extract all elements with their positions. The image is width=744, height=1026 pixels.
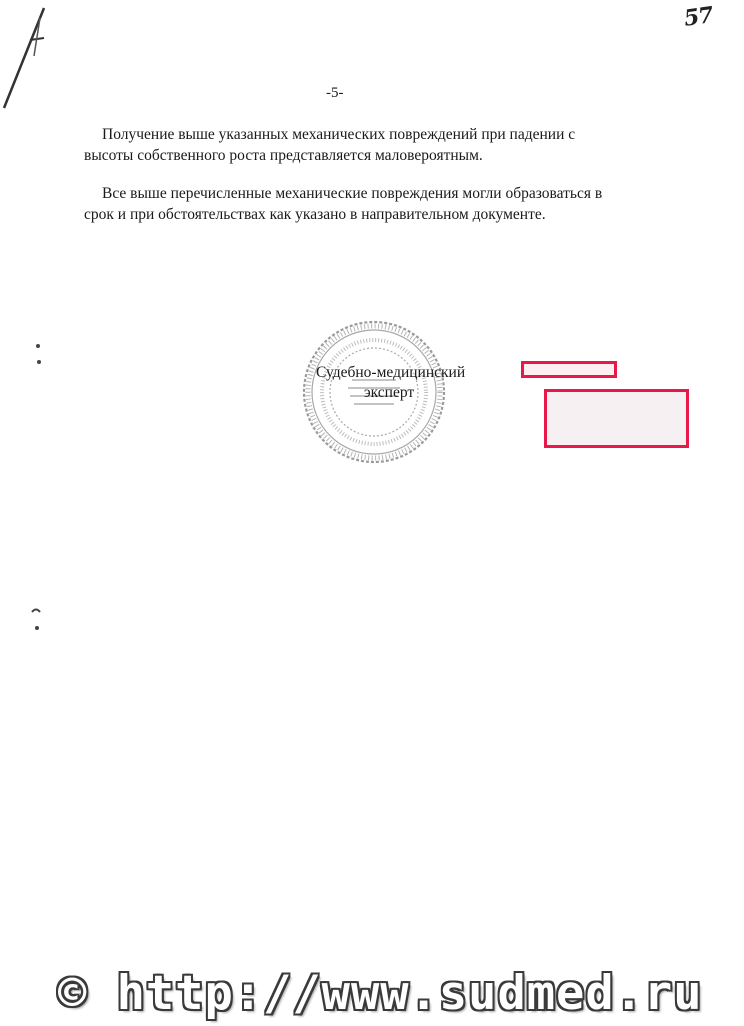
redacted-signature-box bbox=[544, 389, 689, 448]
punch-hole-mark bbox=[30, 340, 46, 368]
paragraph-line: высоты собственного роста представляется маловероятным. bbox=[84, 147, 483, 164]
signature-title bbox=[316, 363, 465, 403]
page-number: -5- bbox=[326, 85, 344, 101]
signature-title-line2: эксперт bbox=[364, 384, 415, 401]
punch-hole-mark bbox=[28, 606, 44, 634]
paragraph-line: Получение выше указанных механических повреждений при падении с bbox=[102, 126, 576, 143]
paragraph-line: срок и при обстоятельствах как указано в направительном документе. bbox=[84, 206, 546, 223]
site-watermark: © http://www.sudmed.ru bbox=[58, 966, 703, 1021]
scan-edge-mark bbox=[0, 0, 60, 120]
paragraph-line: Все выше перечисленные механические повреждения могли образоваться в bbox=[102, 185, 603, 202]
paragraph-fall-assessment bbox=[84, 124, 670, 166]
signature-title-line1: Судебно-медицинский bbox=[316, 364, 466, 381]
redacted-name-box bbox=[521, 361, 617, 378]
handwritten-page-number: 57 bbox=[682, 2, 715, 32]
paragraph-injury-timing bbox=[84, 183, 670, 225]
